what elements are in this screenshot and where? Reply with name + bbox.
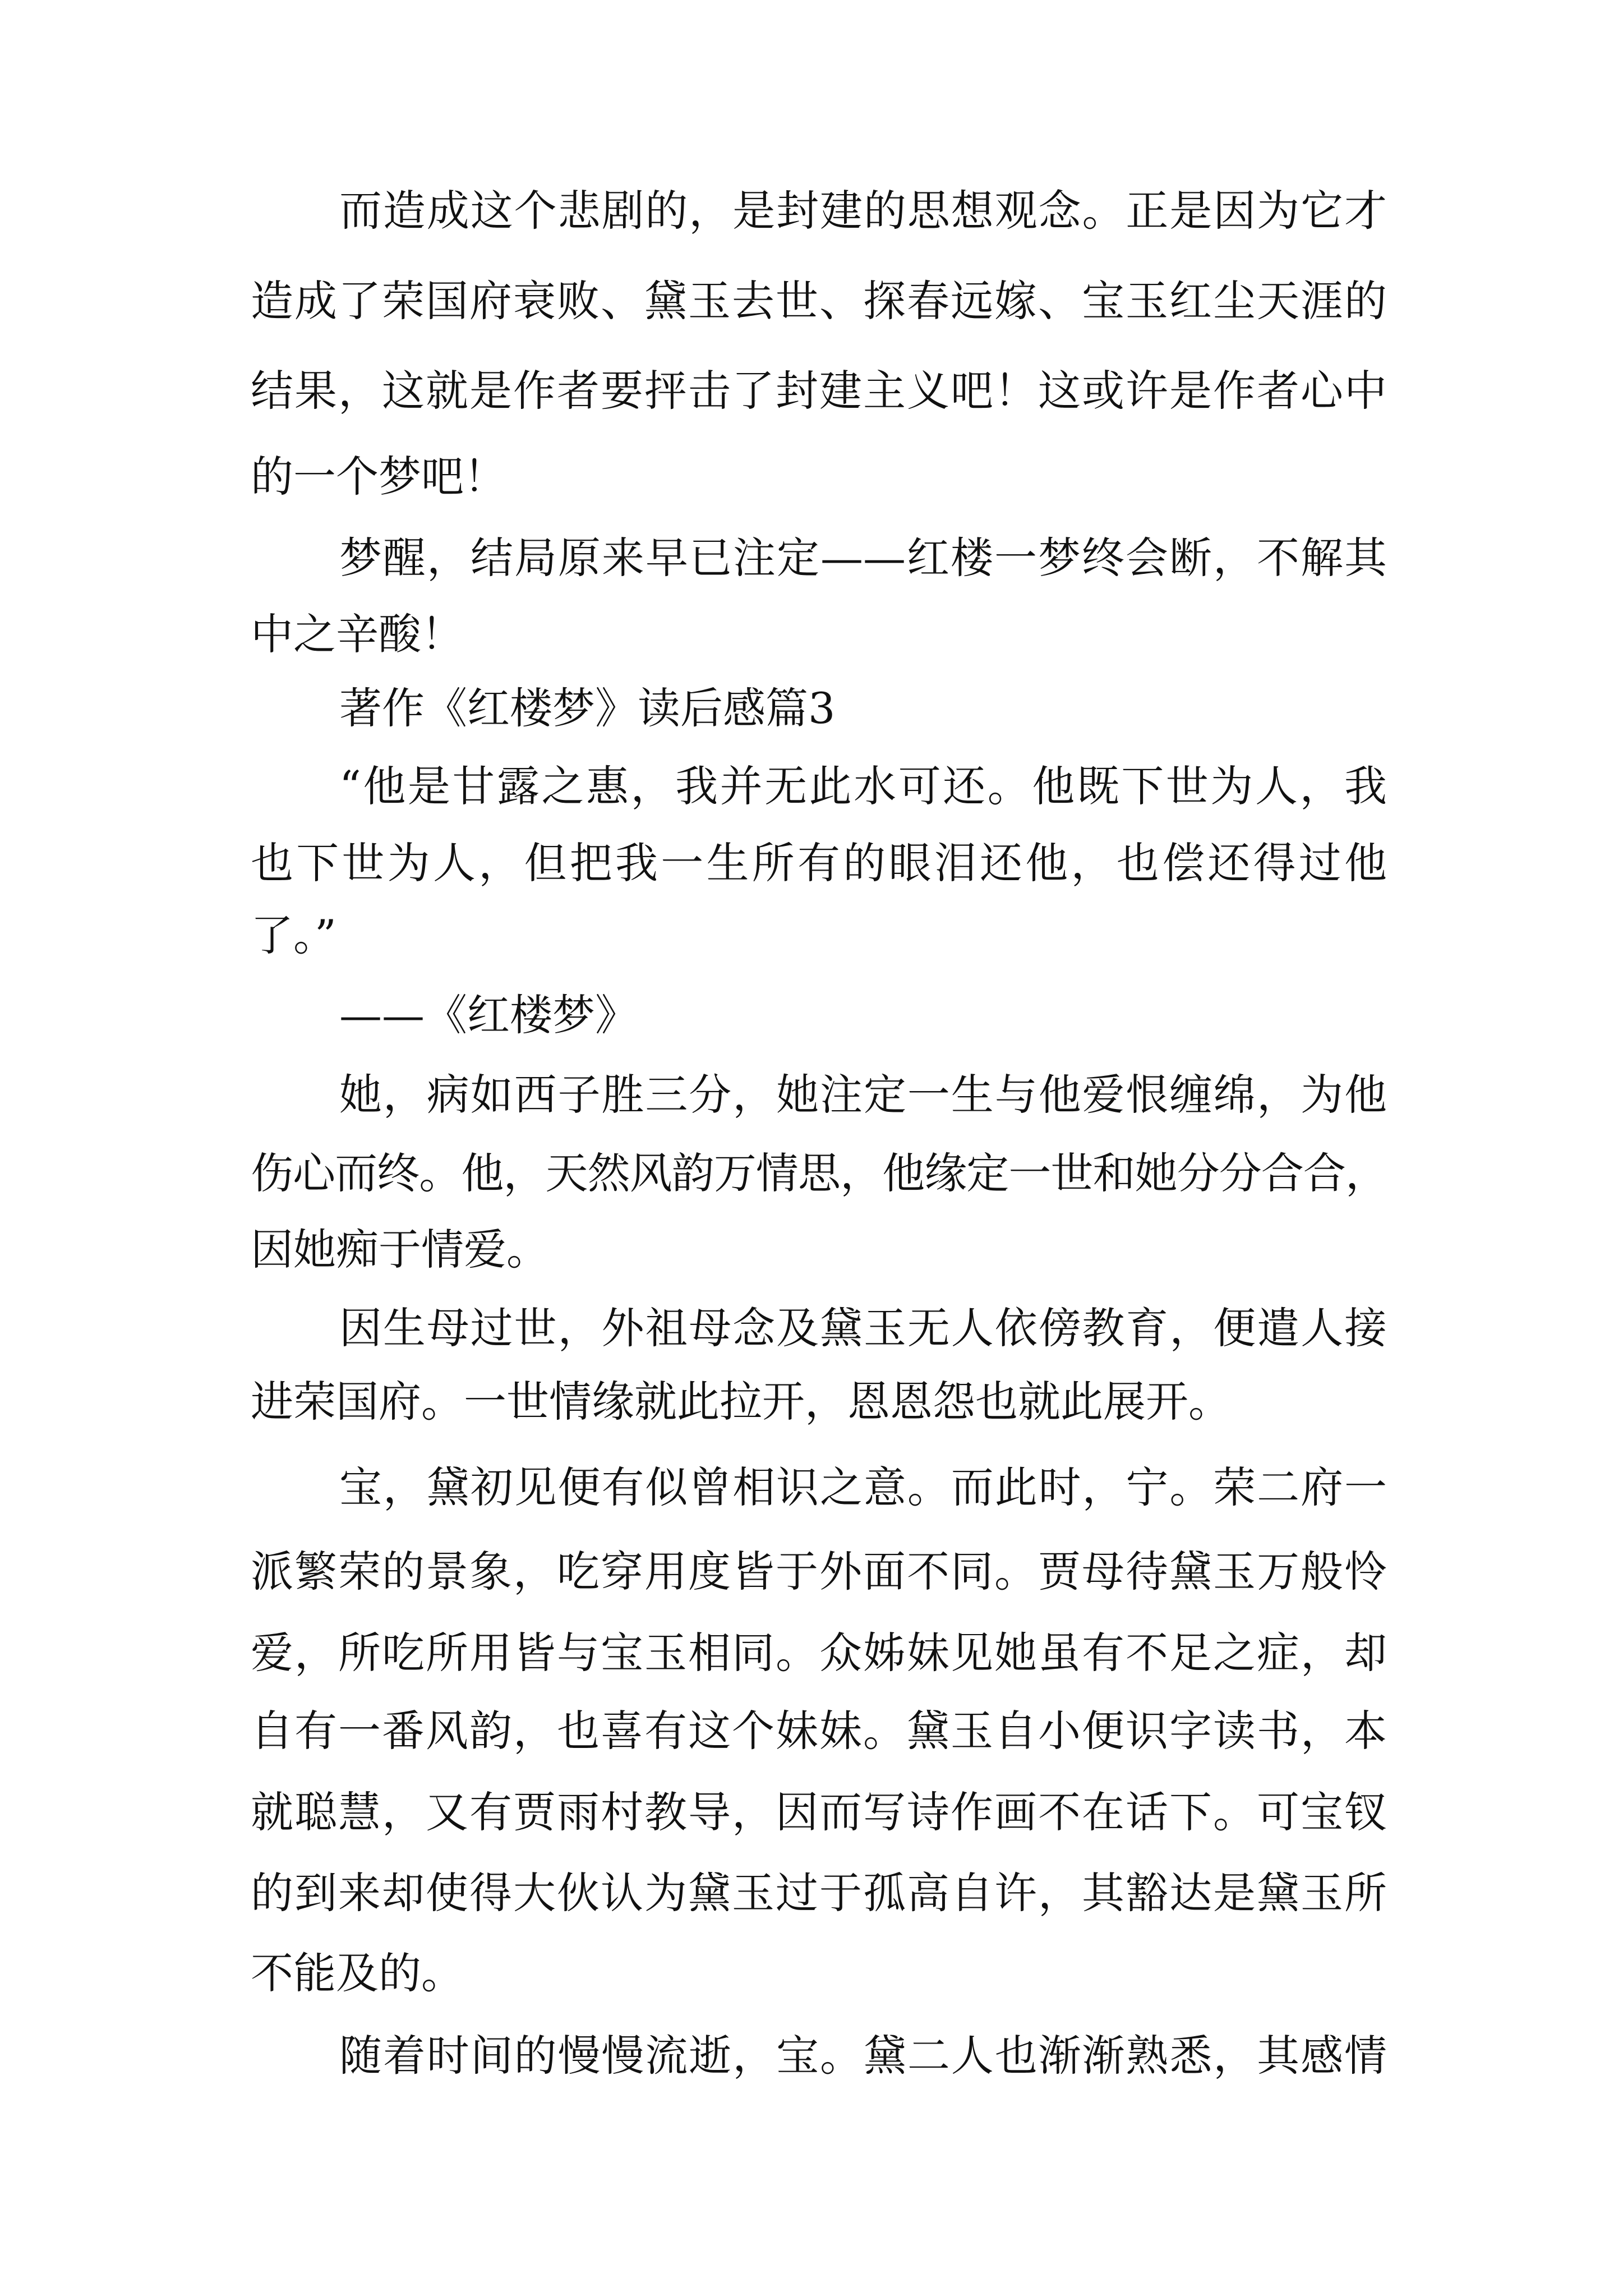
paragraph-line: 进荣国府。一世情缘就此拉开，恩恩怨也就此展开。 [251,1377,1231,1427]
quote-source-text: ——《红楼梦》 [339,990,638,1040]
paragraph-line: 伤心而终。他，天然风韵万情思，他缘定一世和她分分合合， [251,1148,1387,1198]
paragraph-line: 的一个梦吧！ [251,452,506,501]
paragraph-line: 的到来却使得大伙认为黛玉过于孤高自许，其豁达是黛玉所 [251,1868,1387,1918]
paragraph-line: 因生母过世，外祖母念及黛玉无人依傍教育，便遣人接 [339,1303,1387,1353]
section-heading-text: 著作《红楼梦》读后感篇3 [339,683,836,733]
paragraph-line: 随着时间的慢慢流逝，宝。黛二人也渐渐熟悉，其感情 [339,2031,1387,2081]
paragraph-line: 爱，所吃所用皆与宝玉相同。众姊妹见她虽有不足之症，却 [251,1628,1387,1678]
paragraph-line: 梦醒，结局原来早已注定——红楼一梦终会断，不解其 [339,533,1387,583]
paragraph-line: 她，病如西子胜三分，她注定一生与他爱恨缠绵，为他 [339,1070,1387,1120]
paragraph-line: 自有一番风韵，也喜有这个妹妹。黛玉自小便识字读书，本 [251,1706,1387,1756]
paragraph-line: 因她痴于情爱。 [251,1225,549,1274]
paragraph-line: 派繁荣的景象，吃穿用度皆于外面不同。贾母待黛玉万般怜 [251,1547,1387,1596]
paragraph-line: 就聪慧，又有贾雨村教导，因而写诗作画不在话下。可宝钗 [251,1787,1387,1837]
paragraph-line: 结果，这就是作者要抨击了封建主义吧！这或许是作者心中 [251,366,1387,416]
quote-line: 了。” [251,910,336,960]
quote-line: 也下世为人，但把我一生所有的眼泪还他，也偿还得过他 [251,838,1387,888]
quote-line: “他是甘露之惠，我并无此水可还。他既下世为人，我 [339,761,1387,811]
paragraph-line: 而造成这个悲剧的，是封建的思想观念。正是因为它才 [339,186,1387,236]
paragraph-line: 不能及的。 [251,1948,464,1998]
paragraph-line: 造成了荣国府衰败、黛玉去世、探春远嫁、宝玉红尘天涯的 [251,276,1387,326]
paragraph-line: 中之辛酸！ [251,609,464,659]
paragraph-line: 宝，黛初见便有似曾相识之意。而此时，宁。荣二府一 [339,1462,1387,1512]
